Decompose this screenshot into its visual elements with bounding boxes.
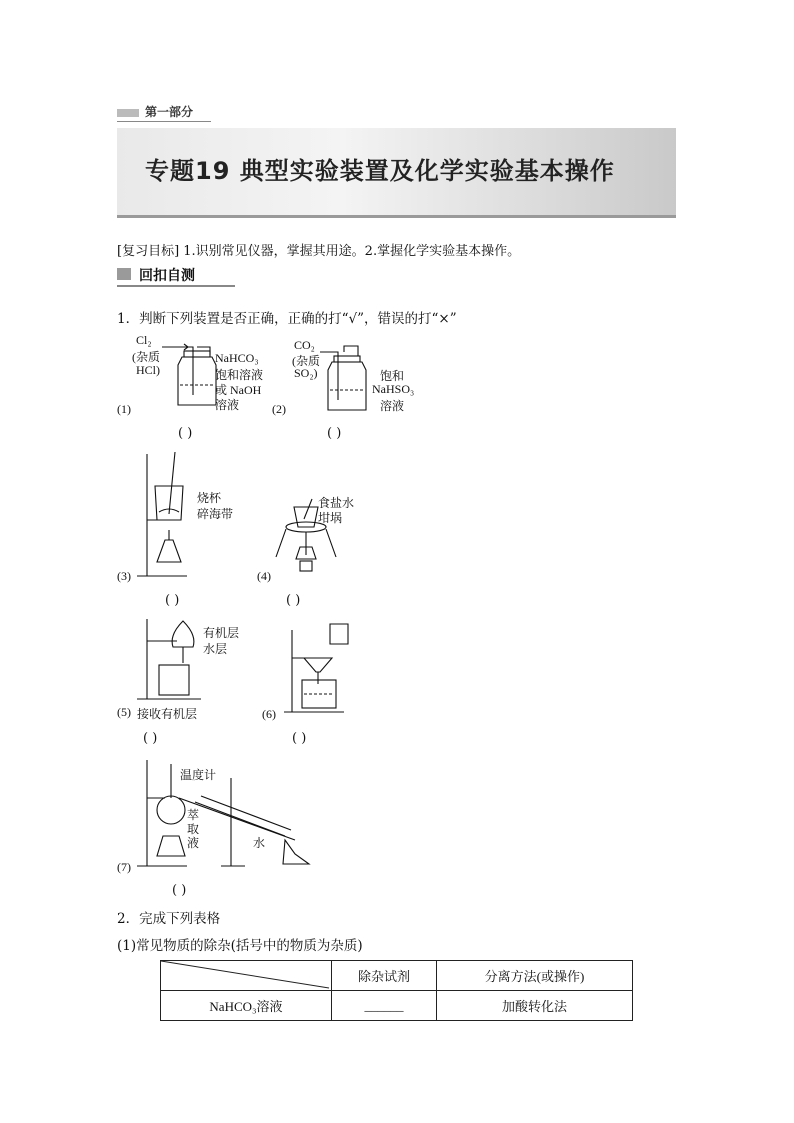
subsection-heading: 回扣自测 <box>117 265 235 287</box>
item7-answer-blank[interactable]: ( ) <box>172 883 187 898</box>
table-header-corner <box>161 961 332 991</box>
item5-number: (5) <box>117 705 131 719</box>
table-header-reagent: 除杂试剂 <box>332 961 437 991</box>
distillation-diagram-7 <box>135 758 315 870</box>
item1-label-gas: Cl₂ <box>136 333 152 347</box>
item5-answer-blank[interactable]: ( ) <box>143 731 158 746</box>
item2-number: (2) <box>272 402 286 416</box>
item1-label-impurity2: HCl) <box>136 363 160 377</box>
heading-marker-icon <box>117 268 131 280</box>
item1-label-reagent2: 饱和溶液 <box>215 368 264 382</box>
item2-label-gas: CO₂ <box>294 338 315 352</box>
item7-label-extract2: 取 <box>187 822 200 836</box>
item4-answer-blank[interactable]: ( ) <box>286 593 301 608</box>
impurity-removal-table <box>160 960 633 1021</box>
item7-label-extract1: 萃 <box>187 808 200 822</box>
filtration-diagram-6 <box>282 620 362 715</box>
item3-number: (3) <box>117 569 131 583</box>
separatory-funnel-diagram-5 <box>135 615 215 705</box>
item2-answer-blank[interactable]: ( ) <box>327 426 342 441</box>
item5-label-collect: 接收有机层 <box>137 707 198 721</box>
heating-stand-diagram-3 <box>135 450 215 580</box>
item4-number: (4) <box>257 569 271 583</box>
item3-label-seaweed: 碎海带 <box>197 507 234 521</box>
gas-washing-bottle-diagram-1 <box>160 335 220 415</box>
item1-label-impurity: (杂质 <box>132 350 160 364</box>
tripod-crucible-diagram-4 <box>272 495 342 580</box>
item1-answer-blank[interactable]: ( ) <box>178 426 193 441</box>
item1-number: (1) <box>117 402 131 416</box>
item5-label-water: 水层 <box>203 642 228 656</box>
table-cell-reagent-blank[interactable]: ______ <box>332 991 437 1021</box>
item3-label-beaker: 烧杯 <box>197 491 222 505</box>
item5-label-organic: 有机层 <box>203 626 240 640</box>
item3-answer-blank[interactable]: ( ) <box>165 593 180 608</box>
item7-label-water: 水 <box>253 836 266 850</box>
item1-label-reagent: NaHCO₃ <box>215 351 259 365</box>
table-header-method: 分离方法(或操作) <box>437 961 633 991</box>
section-divider <box>117 121 211 122</box>
item6-answer-blank[interactable]: ( ) <box>292 731 307 746</box>
item6-number: (6) <box>262 707 276 721</box>
table-row <box>161 991 633 1021</box>
table-header-row <box>161 961 633 991</box>
gas-washing-bottle-diagram-2 <box>318 342 378 422</box>
item4-label-crucible: 坩埚 <box>318 511 343 525</box>
section-label: 第一部分 <box>117 103 193 120</box>
item2-label-reagent: 饱和 <box>380 369 405 383</box>
item4-label-saltwater: 食盐水 <box>318 496 355 510</box>
question-2-subtitle: (1)常见物质的除杂(括号中的物质为杂质) <box>117 938 363 954</box>
item1-label-reagent4: 溶液 <box>215 398 240 412</box>
table-cell-method: 加酸转化法 <box>437 991 633 1021</box>
item7-number: (7) <box>117 860 131 874</box>
item2-label-reagent3: 溶液 <box>380 399 405 413</box>
item7-label-thermometer: 温度计 <box>180 768 217 782</box>
item2-label-impurity2: SO₂) <box>294 366 318 380</box>
item2-label-reagent2: NaHSO₃ <box>372 382 415 396</box>
review-goal: [复习目标] 1.识别常见仪器，掌握其用途。2.掌握化学实验基本操作。 <box>117 244 521 259</box>
item7-label-extract3: 液 <box>187 836 200 850</box>
page-title: 专题19 典型实验装置及化学实验基本操作 <box>145 157 615 185</box>
item2-label-impurity: (杂质 <box>292 354 320 368</box>
item1-label-reagent3: 或 NaOH <box>215 383 262 397</box>
question-2-title: 2．完成下列表格 <box>117 911 221 927</box>
question-1-title: 1．判断下列装置是否正确，正确的打“√”，错误的打“×” <box>117 311 457 327</box>
table-cell-substance: NaHCO₃溶液 <box>161 991 332 1021</box>
